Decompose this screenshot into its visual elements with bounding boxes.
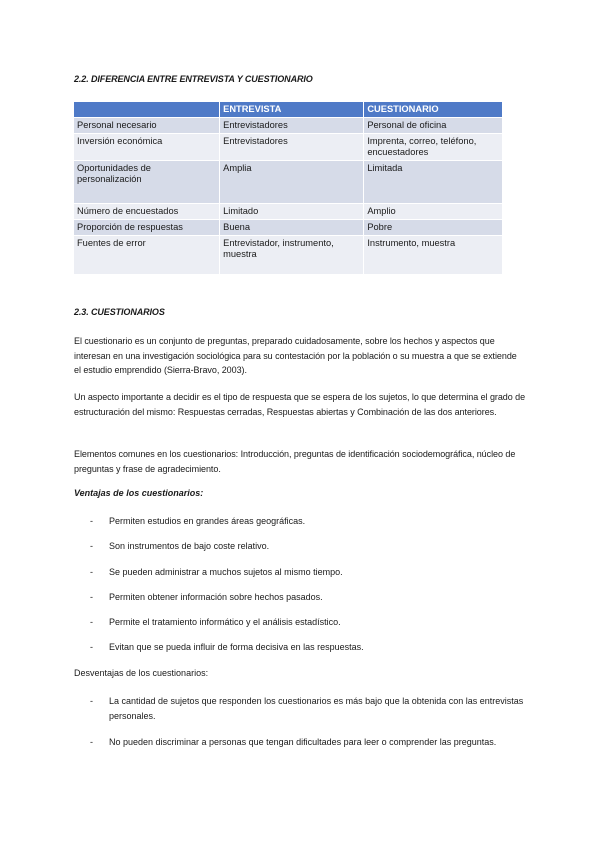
table-cell: Pobre [364,220,502,235]
list-item-text: Se pueden administrar a muchos sujetos al mismo tiempo. [109,567,343,577]
table-cell: Limitada [364,161,502,203]
list-item [74,539,569,554]
list-item-text: Evitan que se pueda influir de forma decisiva en las respuestas. [109,642,364,652]
dash-marker: - [90,541,93,551]
list-item [74,615,569,630]
list-item [74,694,569,723]
table-row [74,236,502,274]
dash-marker: - [90,617,93,627]
list-item-text: Permiten obtener información sobre hechos pasados. [109,592,323,602]
list-item-text: Permiten estudios en grandes áreas geográficas. [109,516,306,526]
table-header-cell: CUESTIONARIO [364,102,502,117]
table-header-row [74,102,502,117]
table-cell: Imprenta, correo, teléfono, encuestadores [364,134,502,160]
table-row [74,134,502,160]
list-item-text: No pueden discriminar a personas que tengan dificultades para leer o comprender las preguntas. [109,737,497,747]
paragraph: Un aspecto importante a decidir es el tipo de respuesta que se espera de los sujetos, lo que determina el grado de estructuración del mismo: Respuestas cerradas, Respuestas abiertas y Combinación de las dos anteriores. [74,392,526,417]
table-cell: Limitado [220,204,363,219]
dash-marker: - [90,567,93,577]
list-item [74,565,569,580]
dash-marker: - [90,516,93,526]
list-item [74,514,569,529]
list-item-text: La cantidad de sujetos que responden los cuestionarios es más bajo que la obtenida con las entrevistas personales. [109,696,524,721]
dash-marker: - [90,737,93,747]
table-cell: Entrevistadores [220,118,363,133]
comparison-table [73,101,503,275]
table-cell: Amplio [364,204,502,219]
table-cell: Oportunidades de personalización [74,161,219,203]
paragraph: Elementos comunes en los cuestionarios: Introducción, preguntas de identificación sociodemográfica, núcleo de preguntas y frase de agradecimiento. [74,449,516,474]
table-cell: Inversión económica [74,134,219,160]
table-cell: Instrumento, muestra [364,236,502,274]
desventajas-heading: Desventajas de los cuestionarios: [74,668,209,678]
dash-marker: - [90,696,93,706]
list-item-text: Permite el tratamiento informático y el análisis estadístico. [109,617,341,627]
table-cell: Amplia [220,161,363,203]
table-cell: Número de encuestados [74,204,219,219]
table-header-cell [74,102,219,117]
table-row [74,220,502,235]
ventajas-heading: Ventajas de los cuestionarios: [74,488,204,498]
table-cell: Fuentes de error [74,236,219,274]
table-row [74,118,502,133]
table-row [74,161,502,203]
paragraph: El cuestionario es un conjunto de preguntas, preparado cuidadosamente, sobre los hechos y aspectos que interesan en una investigación sociológica para su contestación por la población o su muestra a que se extiende el estudio emprendido (Sierra-Bravo, 2003). [74,336,517,375]
list-item [74,735,569,750]
section-heading-2-3: 2.3. CUESTIONARIOS [74,307,165,317]
table-cell: Proporción de respuestas [74,220,219,235]
table-cell: Entrevistadores [220,134,363,160]
section-heading-2-2: 2.2. DIFERENCIA ENTRE ENTREVISTA Y CUESTIONARIO [74,74,313,84]
table-cell: Personal necesario [74,118,219,133]
list-item-text: Son instrumentos de bajo coste relativo. [109,541,270,551]
table-cell: Personal de oficina [364,118,502,133]
list-item [74,640,569,655]
table-cell: Buena [220,220,363,235]
table-row [74,204,502,219]
list-item [74,590,569,605]
dash-marker: - [90,642,93,652]
table-cell: Entrevistador, instrumento, muestra [220,236,363,274]
dash-marker: - [90,592,93,602]
table-header-cell: ENTREVISTA [220,102,363,117]
